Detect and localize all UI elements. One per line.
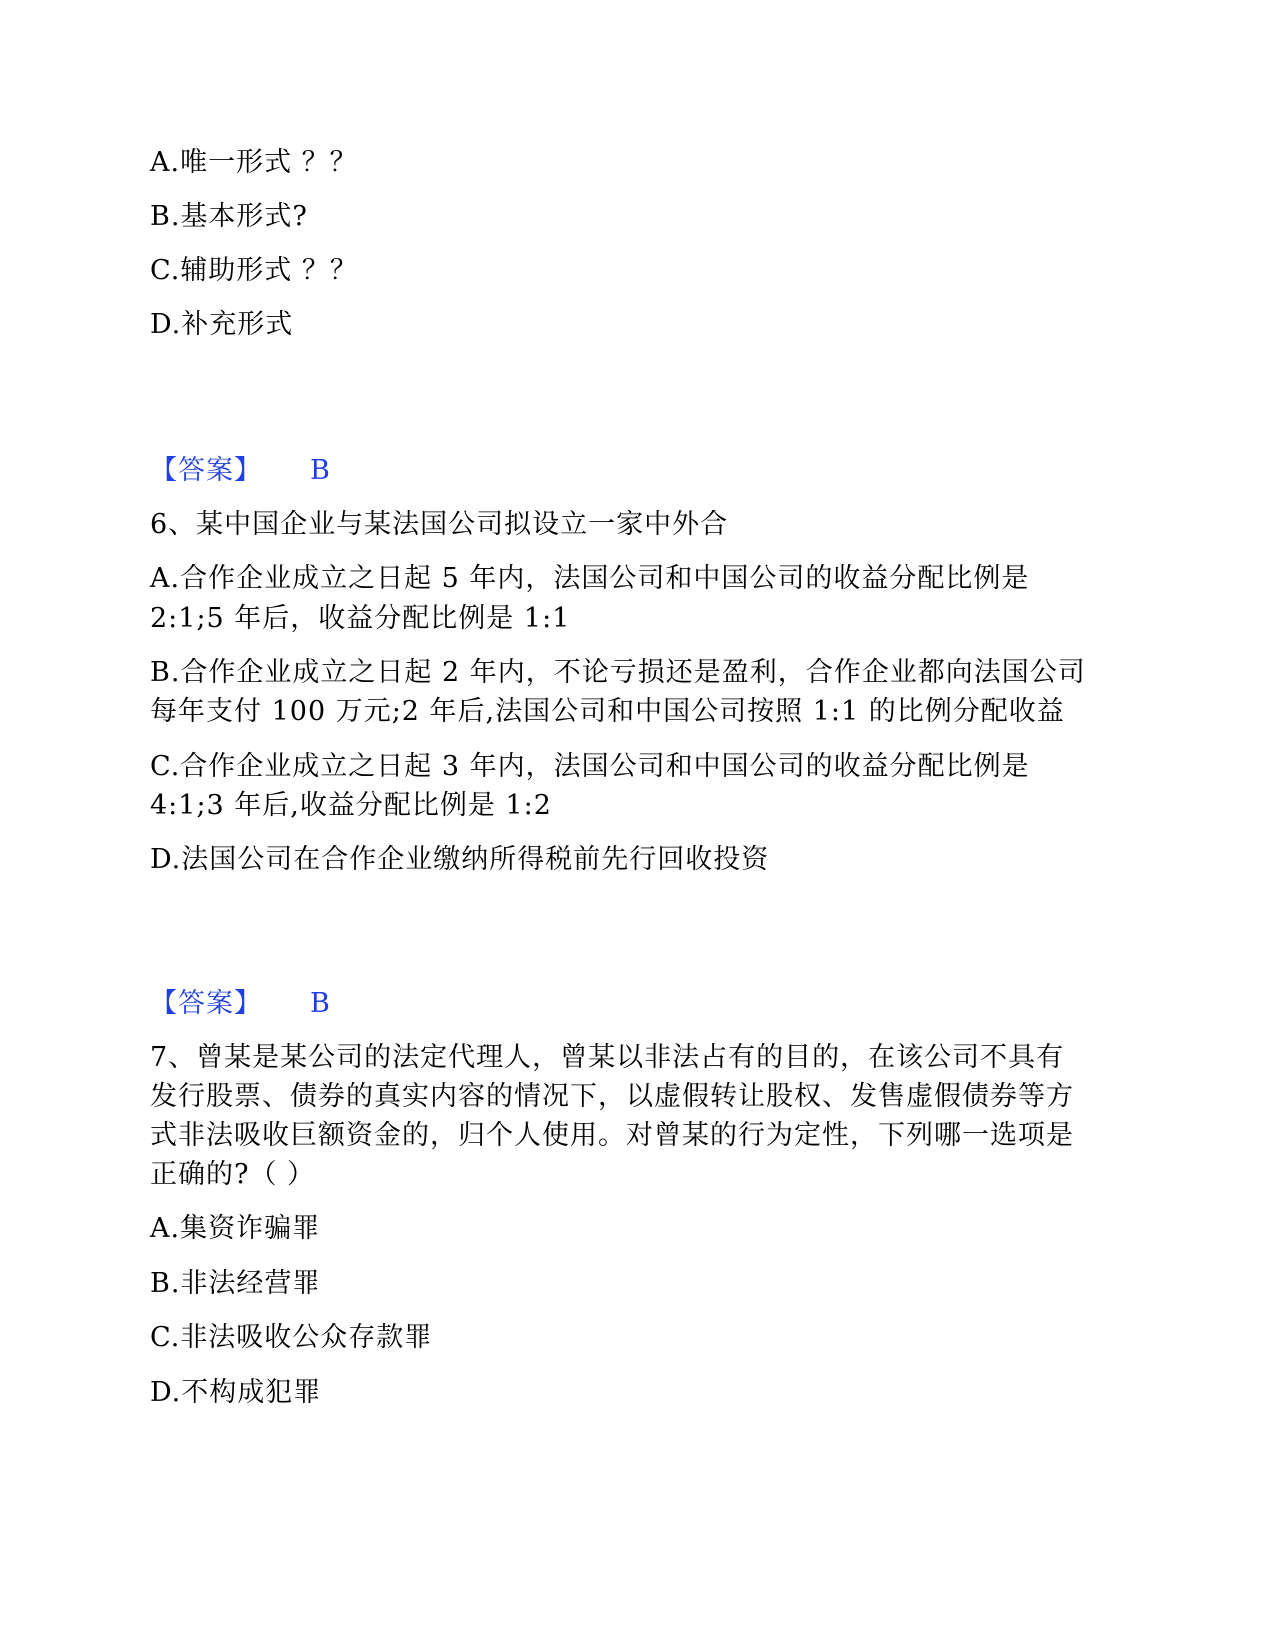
answer-5 <box>150 451 330 491</box>
q6-stem: 6、某中国企业与某法国公司拟设立一家中外合 <box>150 509 729 540</box>
q5-option-a: A.唯一形式 ？？ <box>150 147 358 178</box>
q6-option-c-line-2: 4:1;3 年后,收益分配比例是 1:2 <box>150 790 552 821</box>
q5-option-d: D.补充形式 <box>150 309 294 340</box>
answer-value: B <box>310 455 330 486</box>
q7-stem-line-2: 发行股票、债券的真实内容的情况下，以虚假转让股权、发售虚假债券等方 <box>150 1081 1074 1112</box>
q7-stem-line-4: 正确的?（ ） <box>150 1159 316 1190</box>
q5-option-b: B.基本形式? <box>150 201 308 232</box>
q5-option-c: C.辅助形式 ？？ <box>150 255 358 286</box>
answer-6 <box>150 984 330 1024</box>
q6-option-c-line-1: C.合作企业成立之日起 3 年内，法国公司和中国公司的收益分配比例是 <box>150 751 1030 782</box>
q7-option-a: A.集资诈骗罪 <box>150 1213 321 1244</box>
answer-value: B <box>310 988 330 1019</box>
q6-option-b-line-2: 每年支付 100 万元;2 年后,法国公司和中国公司按照 1:1 的比例分配收益 <box>150 696 1065 727</box>
answer-label: 【答案】 <box>150 988 262 1019</box>
q7-option-d: D.不构成犯罪 <box>150 1377 322 1408</box>
q6-option-b-line-1: B.合作企业成立之日起 2 年内，不论亏损还是盈利，合作企业都向法国公司 <box>150 657 1086 688</box>
q7-option-b: B.非法经营罪 <box>150 1268 321 1299</box>
q7-option-c: C.非法吸收公众存款罪 <box>150 1322 433 1353</box>
q6-option-a-line-2: 2:1;5 年后，收益分配比例是 1:1 <box>150 603 571 634</box>
answer-label: 【答案】 <box>150 455 262 486</box>
q7-stem-line-3: 式非法吸收巨额资金的，归个人使用。对曾某的行为定性，下列哪一选项是 <box>150 1120 1074 1151</box>
q6-option-a-line-1: A.合作企业成立之日起 5 年内，法国公司和中国公司的收益分配比例是 <box>150 563 1030 594</box>
q7-stem-line-1: 7、曾某是某公司的法定代理人，曾某以非法占有的目的，在该公司不具有 <box>150 1042 1065 1073</box>
q6-option-d: D.法国公司在合作企业缴纳所得税前先行回收投资 <box>150 844 770 875</box>
